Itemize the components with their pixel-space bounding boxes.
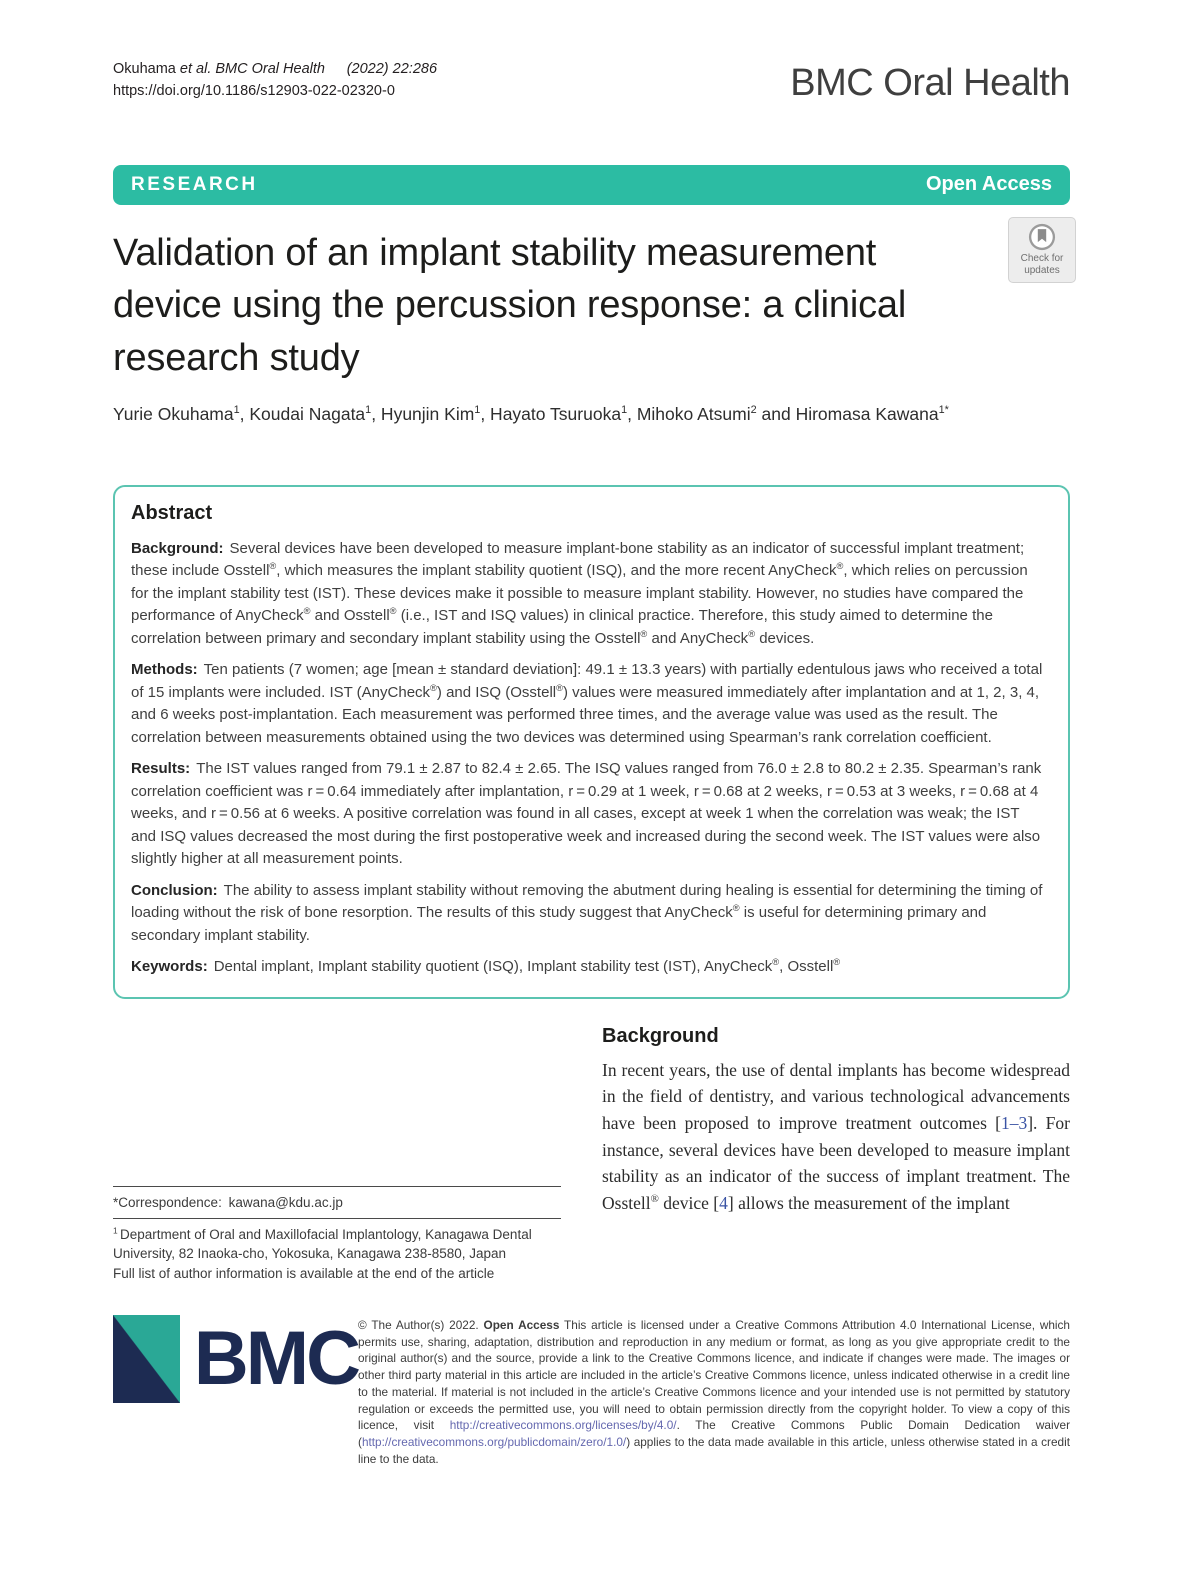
- journal-name: BMC Oral Health: [790, 62, 1070, 104]
- license-text: © The Author(s) 2022. Open Access This article is licensed under a Creative Commons Attribution 4.0 International License, which permits use, sharing, adaptation, distribution and reproduction in any medium or format, as long as you give appropriate credit to the original author(s) and the source, provide a link to the Creative Commons licence, and indicate if changes were made. The images or other third party material in this article are included in the article’s Creative Commons licence, unless indicated otherwise in a credit line to the material. If material is not included in the article’s Creative Commons licence and your intended use is not permitted by statutory regulation or exceeds the permitted use, you will need to obtain permission directly from the copyright holder. To view a copy of this licence, visit http://creativecommons.org/licenses/by/4.0/. The Creative Commons Public Domain Dedication waiver (http://creativecommons.org/publicdomain/zero/1.0/) applies to the data made available in this article, unless otherwise stated in a credit line to the data.: [358, 1317, 1070, 1466]
- correspondence-footnote: [113, 1186, 561, 1283]
- section-text: Dental implant, Implant stability quotient (ISQ), Implant stability test (IST), AnyCheck®, Osstell®: [213, 957, 841, 976]
- right-column: [602, 1025, 1070, 1283]
- check-updates-badge[interactable]: [1008, 217, 1076, 283]
- section-text: Ten patients (7 women; age [mean ± standard deviation]: 49.1 ± 13.3 years) with partially edentulous jaws who received a total of 15 implants were included. IST (AnyCheck®) and ISQ (Osstell®) values were measured immediately after implantation and at 1, 2, 3, 4, and 6 weeks post-implantation. Each measurement was performed three times, and the average value was used as the result. The correlation between measurements obtained using the two devices was determined using Spearman’s rank correlation coefficient.: [131, 661, 1043, 746]
- page-footer: [113, 1315, 1070, 1468]
- bmc-logo-mark-icon: [113, 1315, 180, 1403]
- correspondence-line[interactable]: *Correspondence: kawana@kdu.ac.jp: [113, 1195, 343, 1211]
- abstract-methods: [131, 659, 1046, 749]
- footnote-rule: [113, 1186, 561, 1187]
- author-info-note: Full list of author information is available at the end of the article: [113, 1265, 495, 1281]
- license-link[interactable]: http://creativecommons.org/publicdomain/zero/1.0/: [361, 1435, 627, 1449]
- abstract-keywords: [131, 956, 1046, 979]
- research-banner: [113, 165, 1070, 205]
- left-column: [113, 1025, 561, 1283]
- abstract-results: [131, 758, 1046, 871]
- article-title: Validation of an implant stability measurement device using the percussion response: a clinical research study: [113, 231, 907, 379]
- section-label: Keywords:: [131, 958, 208, 976]
- affiliation-line: $^1$ Department of Oral and Maxillofacial Implantology, Kanagawa Dental University, 82 Inaoka-cho, Yokosuka, Kanagawa 238-8580, Japan: [113, 1225, 532, 1262]
- page-header: [113, 58, 1070, 103]
- citation-link[interactable]: 4: [719, 1192, 728, 1213]
- section-label: Conclusion:: [131, 881, 218, 899]
- abstract-conclusion: [131, 880, 1046, 948]
- abstract-heading: Abstract: [131, 501, 213, 524]
- license-link[interactable]: http://creativecommons.org/licenses/by/4.0/: [449, 1418, 677, 1433]
- citation-link[interactable]: 1–3: [1000, 1112, 1028, 1133]
- section-label: Results:: [131, 760, 191, 778]
- section-label: Background:: [131, 539, 224, 557]
- section-text: Several devices have been developed to measure implant-bone stability as an indicator of successful implant treatment; these include Osstell®, which measures the implant stability quotient (ISQ), and the more recent AnyCheck®, which relies on percussion for the implant stability test (IST). These devices make it possible to measure implant stability. However, no studies have compared the performance of AnyCheck® and Osstell® (i.e., IST and ISQ values) in clinical practice. Therefore, this study aimed to determine the correlation between primary and secondary implant stability using the Osstell® and AnyCheck® devices.: [131, 539, 1028, 647]
- author-list: Yurie Okuhama$^1$, Koudai Nagata$^1$, Hyunjin Kim$^1$, Hayato Tsuruoka$^1$, Mihoko Atsumi$^2$ and Hiromasa Kawana$^{1*}$: [113, 404, 949, 425]
- doi-link[interactable]: https://doi.org/10.1186/s12903-022-02320-0: [113, 83, 395, 100]
- section-text: The ability to assess implant stability without removing the abutment during healing is essential for determining the timing of loading without the risk of bone resorption. The results of this study suggest that AnyCheck® is useful for determining primary and secondary implant stability.: [131, 881, 1043, 944]
- bmc-logo: [113, 1315, 358, 1403]
- footnote-rule: [113, 1218, 561, 1219]
- banner-open-access-label: Open Access: [926, 173, 1052, 196]
- abstract-box: [113, 485, 1070, 999]
- abstract-background: [131, 538, 1046, 651]
- citation-block: [113, 58, 437, 103]
- section-label: Methods:: [131, 661, 198, 679]
- crossmark-icon: [1028, 223, 1056, 251]
- banner-research-label: RESEARCH: [131, 173, 258, 195]
- background-paragraph: In recent years, the use of dental implants has become widespread in the field of dentistry, and various technological advancements have been proposed to improve treatment outcomes [1–3]. For instance, several devices have been developed to measure implant stability as an indicator of the success of implant treatment. The Osstell® device [4] allows the measurement of the implant: [602, 1059, 1070, 1213]
- title-block: [113, 227, 1070, 427]
- background-heading: Background: [602, 1024, 719, 1047]
- section-text: The IST values ranged from 79.1 ± 2.87 to 82.4 ± 2.65. The ISQ values ranged from 76.0 ± 2.8 to 80.2 ± 2.35. Spearman’s rank correlation coefficient was r = 0.64 immediately after implantation, r = 0.29 at 1 week, r = 0.68 at 2 weeks, r = 0.53 at 3 weeks, r = 0.68 at 4 weeks, and r = 0.56 at 6 weeks. A positive correlation was found in all cases, except at week 1 when the correlation was weak; the IST and ISQ values decreased the most during the first postoperative week and increased during the second week. The IST values were also slightly higher at all measurement points.: [131, 760, 1042, 868]
- two-column-body: [113, 1025, 1070, 1283]
- bmc-logo-text: BMC: [193, 1315, 358, 1401]
- citation-line: Okuhama et al. BMC Oral Health (2022) 22:286: [113, 61, 438, 77]
- check-updates-label: Check for updates: [1020, 253, 1064, 276]
